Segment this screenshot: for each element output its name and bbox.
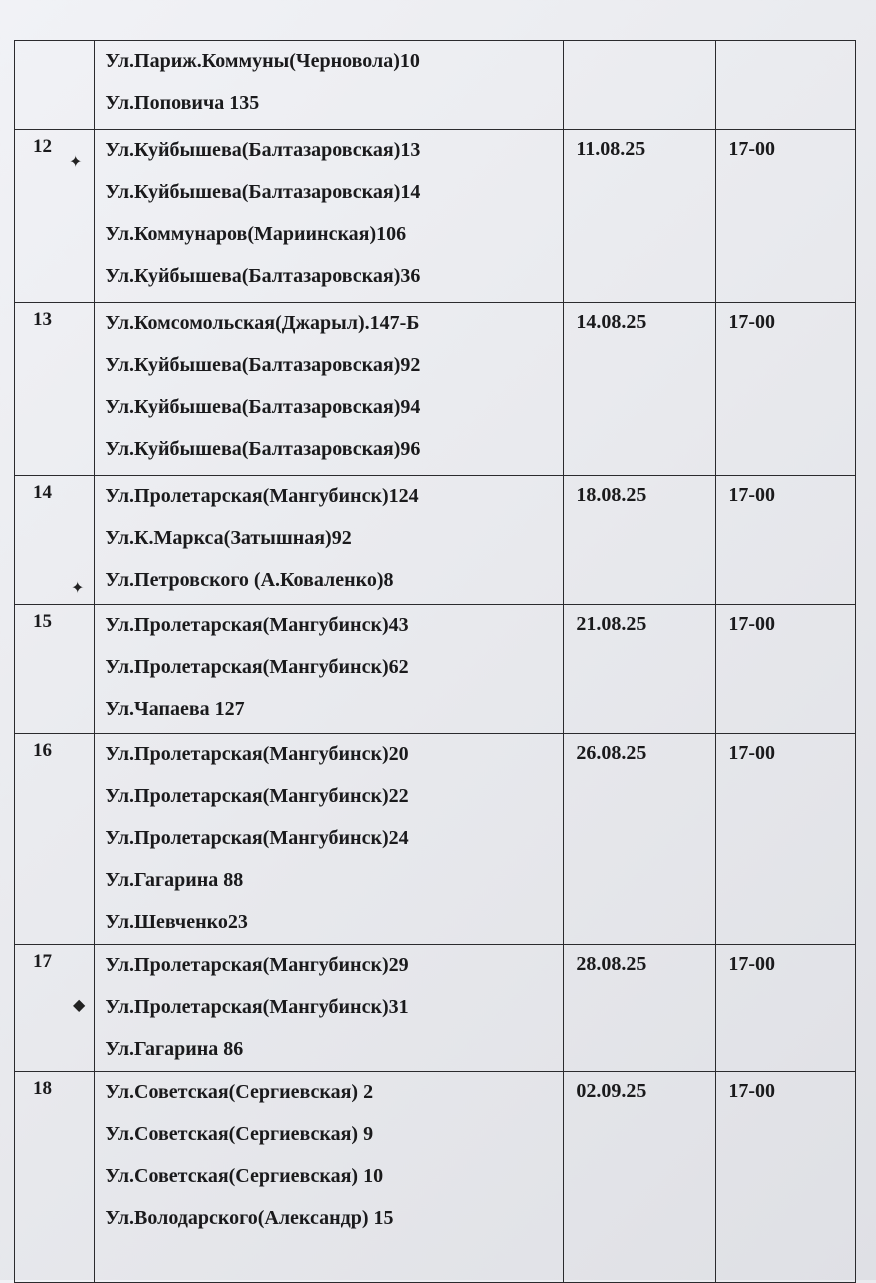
pen-mark-icon: ◆ <box>73 997 86 1014</box>
address-line: Ул.Петровского (А.Коваленко)8 <box>105 569 394 591</box>
row-number: 14 <box>33 482 52 503</box>
address-line: Ул.Пролетарская(Мангубинск)62 <box>105 656 409 678</box>
date-value: 14.08.25 <box>576 311 647 333</box>
address-line: Ул.Чапаева 127 <box>105 698 245 720</box>
address-line: Ул.Пролетарская(Мангубинск)29 <box>105 954 409 976</box>
time-cell <box>716 130 856 303</box>
date-value: 21.08.25 <box>576 613 647 635</box>
time-cell <box>716 605 856 734</box>
address-line: Ул.Пролетарская(Мангубинск)22 <box>105 785 409 807</box>
date-value: 18.08.25 <box>576 484 647 506</box>
address-line: Ул.Куйбышева(Балтазаровская)13 <box>105 139 421 161</box>
row-number: 17 <box>33 951 52 972</box>
table-row <box>15 303 856 476</box>
time-value: 17-00 <box>728 138 776 160</box>
time-value: 17-00 <box>728 613 776 635</box>
time-value: 17-00 <box>728 953 776 975</box>
row-number: 13 <box>33 309 52 330</box>
row-number-cell <box>15 130 95 303</box>
address-line: Ул.Париж.Коммуны(Черновола)10 <box>105 50 420 72</box>
address-line: Ул.Куйбышева(Балтазаровская)14 <box>105 181 421 203</box>
time-cell <box>716 1072 856 1283</box>
address-line: Ул.Шевченко23 <box>105 911 248 933</box>
row-number-cell <box>15 734 95 945</box>
address-cell <box>95 734 564 945</box>
time-cell <box>716 41 856 130</box>
time-cell <box>716 476 856 605</box>
address-line: Ул.Пролетарская(Мангубинск)124 <box>105 485 419 507</box>
table-row <box>15 605 856 734</box>
address-line: Ул.Куйбышева(Балтазаровская)92 <box>105 354 421 376</box>
row-number <box>15 41 94 47</box>
row-number: 15 <box>33 611 52 632</box>
date-cell <box>564 476 716 605</box>
table-row <box>15 1072 856 1283</box>
table-row <box>15 945 856 1072</box>
time-value: 17-00 <box>728 1080 776 1102</box>
address-line: Ул.Куйбышева(Балтазаровская)96 <box>105 438 421 460</box>
address-line: Ул.Пролетарская(Мангубинск)20 <box>105 743 409 765</box>
time-value: 17-00 <box>728 484 776 506</box>
address-cell <box>95 1072 564 1283</box>
address-line: Ул.Гагарина 88 <box>105 869 244 891</box>
address-line: Ул.Коммунаров(Мариинская)106 <box>105 223 407 245</box>
table-row <box>15 41 856 130</box>
time-cell <box>716 734 856 945</box>
row-number-cell <box>15 41 95 130</box>
address-cell <box>95 605 564 734</box>
date-cell <box>564 734 716 945</box>
row-number-cell <box>15 1072 95 1283</box>
date-value: 02.09.25 <box>576 1080 647 1102</box>
address-line: Ул.Куйбышева(Балтазаровская)36 <box>105 265 421 287</box>
pen-mark-icon: ✦ <box>71 580 85 597</box>
address-cell <box>95 41 564 130</box>
address-line: Ул.Куйбышева(Балтазаровская)94 <box>105 396 421 418</box>
date-cell <box>564 130 716 303</box>
pen-mark-icon: ✦ <box>69 154 83 171</box>
time-value: 17-00 <box>728 311 776 333</box>
address-line: Ул.Поповича 135 <box>105 92 260 114</box>
time-cell <box>716 303 856 476</box>
address-cell <box>95 945 564 1072</box>
date-cell <box>564 1072 716 1283</box>
table-row <box>15 476 856 605</box>
date-cell <box>564 41 716 130</box>
address-cell <box>95 303 564 476</box>
address-line: Ул.Пролетарская(Мангубинск)43 <box>105 614 409 636</box>
address-line: Ул.Комсомольская(Джарыл).147-Б <box>105 312 420 334</box>
date-cell <box>564 605 716 734</box>
address-line: Ул.Советская(Сергиевская) 9 <box>105 1123 374 1145</box>
row-number: 18 <box>33 1078 52 1099</box>
address-line: Ул.Пролетарская(Мангубинск)24 <box>105 827 409 849</box>
address-line: Ул.К.Маркса(Затышная)92 <box>105 527 352 549</box>
table-row <box>15 734 856 945</box>
address-line: Ул.Советская(Сергиевская) 2 <box>105 1081 374 1103</box>
date-value <box>564 41 715 49</box>
address-line: Ул.Пролетарская(Мангубинск)31 <box>105 996 409 1018</box>
table-row <box>15 130 856 303</box>
address-cell <box>95 476 564 605</box>
date-cell <box>564 303 716 476</box>
time-value: 17-00 <box>728 742 776 764</box>
row-number-cell <box>15 605 95 734</box>
row-number-cell <box>15 303 95 476</box>
time-value <box>716 41 855 49</box>
schedule-table <box>14 40 856 1283</box>
row-number-cell <box>15 476 95 605</box>
date-value: 28.08.25 <box>576 953 647 975</box>
row-number: 16 <box>33 740 52 761</box>
row-number-cell <box>15 945 95 1072</box>
date-value: 11.08.25 <box>576 138 646 160</box>
row-number: 12 <box>33 136 52 157</box>
address-line: Ул.Гагарина 86 <box>105 1038 244 1060</box>
address-cell <box>95 130 564 303</box>
address-line: Ул.Советская(Сергиевская) 10 <box>105 1165 384 1187</box>
address-line: Ул.Володарского(Александр) 15 <box>105 1207 394 1229</box>
date-cell <box>564 945 716 1072</box>
time-cell <box>716 945 856 1072</box>
date-value: 26.08.25 <box>576 742 647 764</box>
